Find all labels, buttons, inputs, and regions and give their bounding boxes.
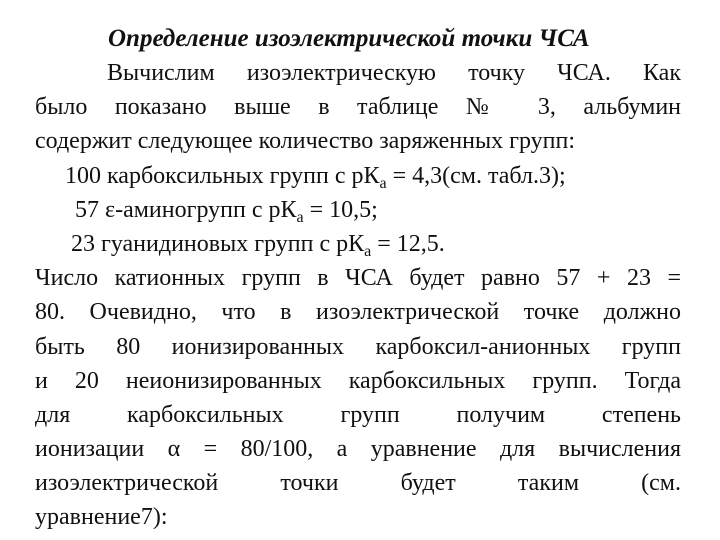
paragraph-2-line-6: ионизации α = 80/100, а уравнение для вычисления — [35, 436, 681, 463]
paragraph-2-line-7: изоэлектрической точки будет таким (см. — [35, 470, 681, 497]
group-line-amino — [35, 193, 681, 227]
paragraph-2-line-1: Число катионных групп в ЧСА будет равно 57 + 23 = — [35, 265, 681, 292]
paragraph-2-line-2: 80. Очевидно, что в изоэлектрической точке должно — [35, 299, 681, 326]
group-value: = 4,3(см. табл.3); — [386, 162, 566, 189]
paragraph-1-line-1: Вычислим изоэлектрическую точку ЧСА. Как — [107, 60, 681, 86]
subscript: а — [364, 242, 372, 260]
paragraph-2-line-4: и 20 неионизированных карбоксильных групп. Тогда — [35, 367, 681, 394]
slide-title: Определение изоэлектрической точки ЧСА — [108, 25, 590, 52]
group-line-guanidine — [35, 227, 681, 261]
group-text: 23 гуанидиновых групп с рК — [71, 230, 365, 257]
group-value: = 12,5. — [371, 230, 445, 257]
subscript: а — [296, 208, 304, 226]
group-value: = 10,5; — [303, 196, 378, 223]
group-text: 100 карбоксильных групп с рК — [65, 162, 380, 189]
paragraph-1-line-3: содержит следующее количество заряженных групп: — [35, 128, 575, 155]
subscript: а — [379, 174, 387, 192]
group-line-carboxyl — [35, 159, 681, 193]
slide-body — [35, 56, 681, 535]
paragraph-2-line-5: для карбоксильных групп получим степень — [35, 401, 681, 428]
group-text: 57 ε-аминогрупп с рК — [75, 196, 297, 223]
paragraph-2-line-3: быть 80 ионизированных карбоксил-анионных групп — [35, 333, 681, 360]
paragraph-2-line-8: уравнение7): — [35, 504, 168, 531]
paragraph-1-line-2: было показано выше в таблице № 3, альбумин — [35, 94, 681, 121]
